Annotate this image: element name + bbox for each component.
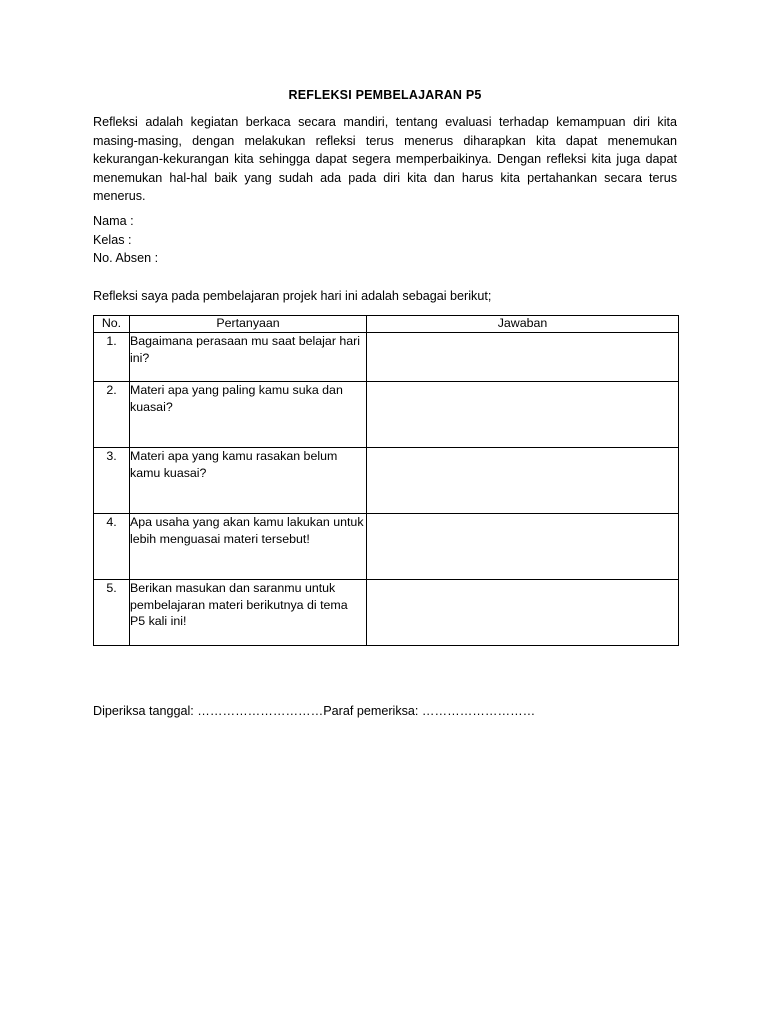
- row-number: 5.: [94, 580, 130, 646]
- answer-cell[interactable]: [367, 333, 679, 382]
- answer-cell[interactable]: [367, 448, 679, 514]
- table-row: [94, 382, 679, 448]
- answer-cell[interactable]: [367, 514, 679, 580]
- table-row: [94, 448, 679, 514]
- question-cell: Apa usaha yang akan kamu lakukan untuk lebih menguasai materi tersebut!: [130, 514, 367, 580]
- row-number: 2.: [94, 382, 130, 448]
- header-pertanyaan: Pertanyaan: [130, 316, 367, 333]
- field-nama: Nama :: [93, 214, 134, 228]
- field-no-absen: No. Absen :: [93, 251, 159, 265]
- question-cell: Materi apa yang paling kamu suka dan kuasai?: [130, 382, 367, 448]
- row-number: 3.: [94, 448, 130, 514]
- table-row: [94, 333, 679, 382]
- table-lead-text: Refleksi saya pada pembelajaran projek hari ini adalah sebagai berikut;: [93, 289, 492, 303]
- reflection-table: [93, 315, 679, 646]
- table-header-row: [94, 316, 679, 333]
- answer-cell[interactable]: [367, 580, 679, 646]
- question-cell: Bagaimana perasaan mu saat belajar hari ini?: [130, 333, 367, 382]
- header-jawaban: Jawaban: [367, 316, 679, 333]
- row-number: 1.: [94, 333, 130, 382]
- intro-paragraph: Refleksi adalah kegiatan berkaca secara mandiri, tentang evaluasi terhadap kemampuan diri kita masing-masing, dengan melakukan refleksi terus menerus diharapkan kita dapat menemukan kekurangan-kekurangan kita sehingga dapat segera memperbaikinya. Dengan refleksi kita juga dapat menemukan hal-hal baik yang sudah ada pada diri kita dan harus kita pertahankan secara terus menerus.: [93, 115, 677, 203]
- field-kelas: Kelas :: [93, 233, 132, 247]
- question-cell: Berikan masukan dan saranmu untuk pembelajaran materi berikutnya di tema P5 kali ini!: [130, 580, 367, 646]
- question-cell: Materi apa yang kamu rasakan belum kamu kuasai?: [130, 448, 367, 514]
- document-title: REFLEKSI PEMBELAJARAN P5: [288, 88, 482, 102]
- footer-signature-line: Diperiksa tanggal: …………………………Paraf pemeriksa: ………………………: [93, 704, 536, 718]
- header-no: No.: [94, 316, 130, 333]
- table-row: [94, 580, 679, 646]
- row-number: 4.: [94, 514, 130, 580]
- table-row: [94, 514, 679, 580]
- answer-cell[interactable]: [367, 382, 679, 448]
